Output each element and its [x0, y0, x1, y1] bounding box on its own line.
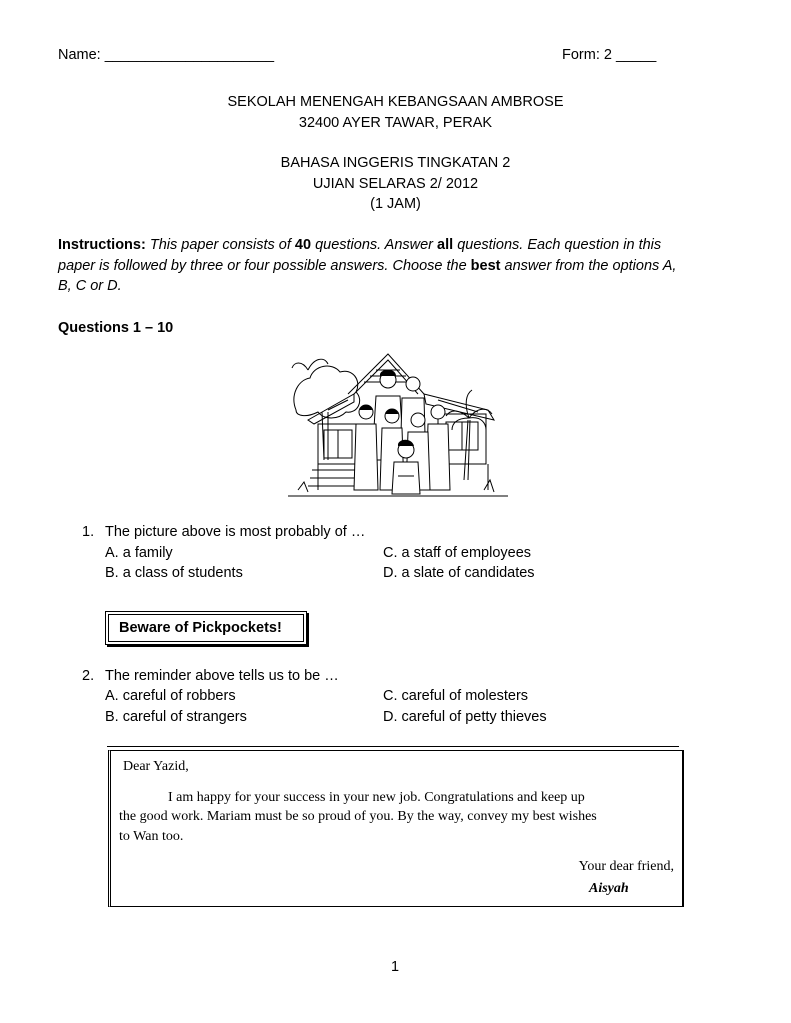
school-name: SEKOLAH MENENGAH KEBANGSAAN AMBROSE — [227, 94, 564, 110]
letter-body-line-1: I am happy for your success in your new job. Congratulations and keep up — [168, 790, 585, 805]
pickpocket-notice — [105, 611, 307, 645]
question-1-option-a: A. a family — [105, 545, 173, 561]
instructions-line-2: paper is followed by three or four possible answers. Choose the best answer from the options A, — [58, 258, 677, 274]
question-2-option-d: D. careful of petty thieves — [383, 709, 547, 725]
instructions-label: Instructions: — [58, 237, 146, 253]
letter-signature: Aisyah — [589, 881, 629, 896]
instructions-line-1: Instructions: This paper consists of 40 questions. Answer all questions. Each question in this — [58, 237, 662, 253]
letter-greeting: Dear Yazid, — [123, 759, 189, 774]
question-2-stem: The reminder above tells us to be … — [105, 668, 339, 684]
form-field-label: Form: 2 _____ — [562, 47, 657, 63]
instructions-line-3: B, C or D. — [58, 278, 122, 294]
letter-closing: Your dear friend, — [578, 859, 674, 874]
school-address: 32400 AYER TAWAR, PERAK — [298, 115, 493, 131]
question-1-option-b: B. a class of students — [105, 565, 243, 581]
question-1-number: 1. — [82, 524, 95, 540]
letter-body-line-2: the good work. Mariam must be so proud of you. By the way, convey my best wishes — [119, 809, 597, 824]
letter-body-line-3: to Wan too. — [119, 829, 184, 844]
question-1-option-d: D. a slate of candidates — [383, 565, 535, 581]
question-2-option-b: B. careful of strangers — [105, 709, 247, 725]
exam-duration: (1 JAM) — [370, 196, 421, 212]
exam-test: UJIAN SELARAS 2/ 2012 — [312, 176, 479, 192]
section-title: Questions 1 – 10 — [58, 320, 174, 336]
letter-box — [108, 750, 684, 907]
question-2-number: 2. — [82, 668, 95, 684]
question-2-option-a: A. careful of robbers — [105, 688, 236, 704]
exam-subject: BAHASA INGGERIS TINGKATAN 2 — [280, 155, 511, 171]
notice-text: Beware of Pickpockets! — [119, 620, 282, 636]
question-1-stem: The picture above is most probably of … — [105, 524, 366, 540]
question-2-option-c: C. careful of molesters — [383, 688, 529, 704]
name-field-label: Name: _____________________ — [58, 47, 275, 63]
question-1-option-c: C. a staff of employees — [383, 545, 532, 561]
family-house-illustration — [288, 350, 508, 500]
page-number: 1 — [391, 959, 400, 975]
